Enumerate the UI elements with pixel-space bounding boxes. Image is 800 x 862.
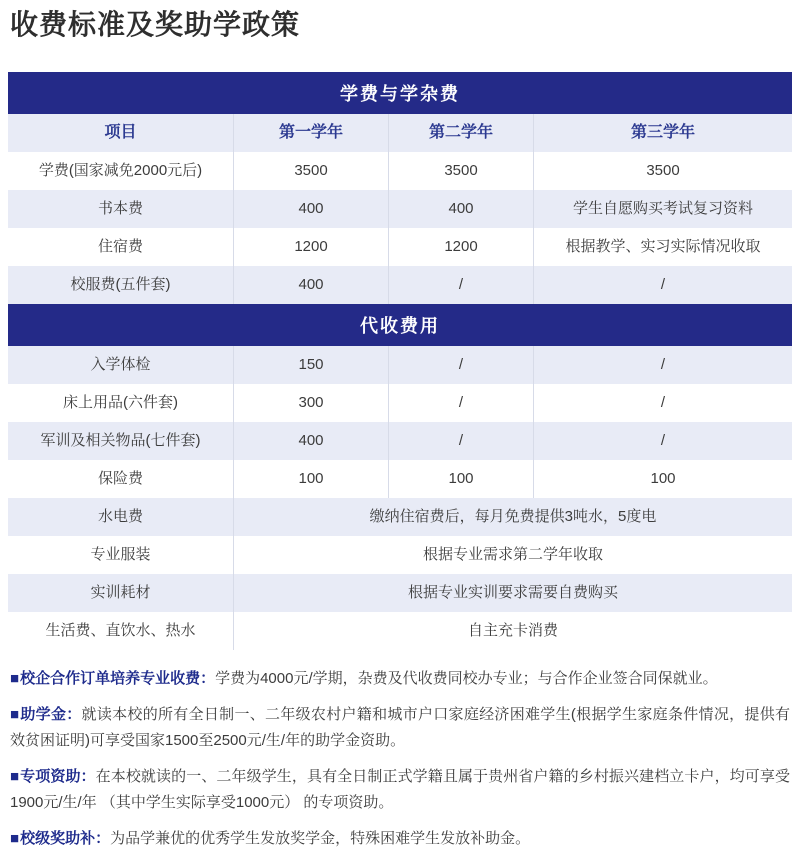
cell-year2: 1200 [388, 228, 533, 266]
note-special-subsidy [10, 764, 790, 816]
note-text: 就读本校的所有全日制一、二年级农村户籍和城市户口家庭经济困难学生(根据学生家庭条件情况，提供有效贫困证明)可享受国家1500至2500元/生/年的助学金资助。 [10, 706, 790, 749]
bullet-square-icon: ■ [10, 706, 20, 723]
cell-item: 书本费 [97, 200, 143, 217]
cell-year3: 学生自愿购买考试复习资料 [533, 190, 792, 228]
cell-year2: / [388, 346, 533, 384]
cell-item: 专业服装 [90, 546, 151, 563]
bullet-square-icon: ■ [10, 670, 20, 687]
table-row-bedding [8, 384, 792, 422]
note-label-text: 校级奖助补： [20, 830, 111, 847]
cell-year3: 根据教学、实习实际情况收取 [533, 228, 792, 266]
cell-item: 水电费 [97, 508, 143, 525]
cell-span-value: 自主充卡消费 [233, 612, 792, 650]
cell-year1: 1200 [233, 228, 388, 266]
cell-year3: 100 [533, 460, 792, 498]
cell-year1: 100 [233, 460, 388, 498]
cell-item: 生活费、直饮水、热水 [45, 622, 196, 639]
cell-span-value: 根据专业需求第二学年收取 [233, 536, 792, 574]
cell-year1: 3500 [233, 152, 388, 190]
table-row-training-materials [8, 574, 792, 612]
header-cell-year1: 第一学年 [233, 114, 388, 152]
notes-section [8, 666, 792, 852]
cell-year3: / [533, 384, 792, 422]
note-enterprise-cooperation [10, 666, 790, 692]
bullet-square-icon: ■ [10, 768, 20, 785]
cell-item: 床上用品(六件套) [63, 394, 178, 411]
page-title: 收费标准及奖助学政策 [10, 9, 301, 40]
cell-item: 保险费 [97, 470, 143, 487]
section-band-tuition: 学费与学杂费 [8, 72, 792, 114]
note-text: 为品学兼优的优秀学生发放奖学金，特殊困难学生发放补助金。 [110, 830, 531, 847]
cell-year2: / [388, 384, 533, 422]
cell-span-value: 根据专业实训要求需要自费购买 [233, 574, 792, 612]
cell-item: 实训耗材 [90, 584, 151, 601]
cell-year1: 150 [233, 346, 388, 384]
note-label-text: 专项资助： [20, 768, 96, 785]
table-row-uniform [8, 266, 792, 304]
table-row-professional-clothing [8, 536, 792, 574]
cell-item: 住宿费 [97, 238, 143, 255]
note-school-scholarship [10, 826, 790, 852]
table-row-books [8, 190, 792, 228]
table-header-row [8, 114, 792, 152]
table-row-tuition [8, 152, 792, 190]
cell-year1: 300 [233, 384, 388, 422]
cell-year3: / [533, 422, 792, 460]
table-row-accommodation [8, 228, 792, 266]
note-label-text: 校企合作订单培养专业收费： [20, 670, 216, 687]
cell-year1: 400 [233, 190, 388, 228]
cell-year1: 400 [233, 266, 388, 304]
note-text: 在本校就读的一、二年级学生，具有全日制正式学籍且属于贵州省户籍的乡村振兴建档立卡户，均可享受1900元/生/年 （其中学生实际享受1000元） 的专项资助。 [10, 768, 790, 811]
cell-year2: / [388, 266, 533, 304]
cell-item: 军训及相关物品(七件套) [40, 432, 201, 449]
cell-year3: / [533, 346, 792, 384]
cell-year2: 3500 [388, 152, 533, 190]
cell-year2: 100 [388, 460, 533, 498]
cell-year2: 400 [388, 190, 533, 228]
section-band-collected-fees: 代收费用 [8, 304, 792, 346]
header-cell-year2: 第二学年 [388, 114, 533, 152]
cell-item: 学费(国家减免2000元后) [38, 162, 203, 179]
header-cell-item: 项目 [104, 124, 137, 141]
table-row-medical-exam [8, 346, 792, 384]
cell-item: 校服费(五件套) [70, 276, 171, 293]
note-label-text: 助学金： [20, 706, 82, 723]
note-text: 学费为4000元/学期，杂费及代收费同校办专业；与合作企业签合同保就业。 [215, 670, 718, 687]
table-row-utilities [8, 498, 792, 536]
bullet-square-icon: ■ [10, 830, 20, 847]
note-state-grant [10, 702, 790, 754]
cell-item: 入学体检 [90, 356, 151, 373]
table-row-military-training [8, 422, 792, 460]
cell-year3: / [533, 266, 792, 304]
header-cell-year3: 第三学年 [533, 114, 792, 152]
cell-year3: 3500 [533, 152, 792, 190]
cell-year2: / [388, 422, 533, 460]
cell-span-value: 缴纳住宿费后，每月免费提供3吨水，5度电 [233, 498, 792, 536]
table-row-living-expenses [8, 612, 792, 650]
cell-year1: 400 [233, 422, 388, 460]
table-row-insurance [8, 460, 792, 498]
fee-table [8, 72, 792, 650]
